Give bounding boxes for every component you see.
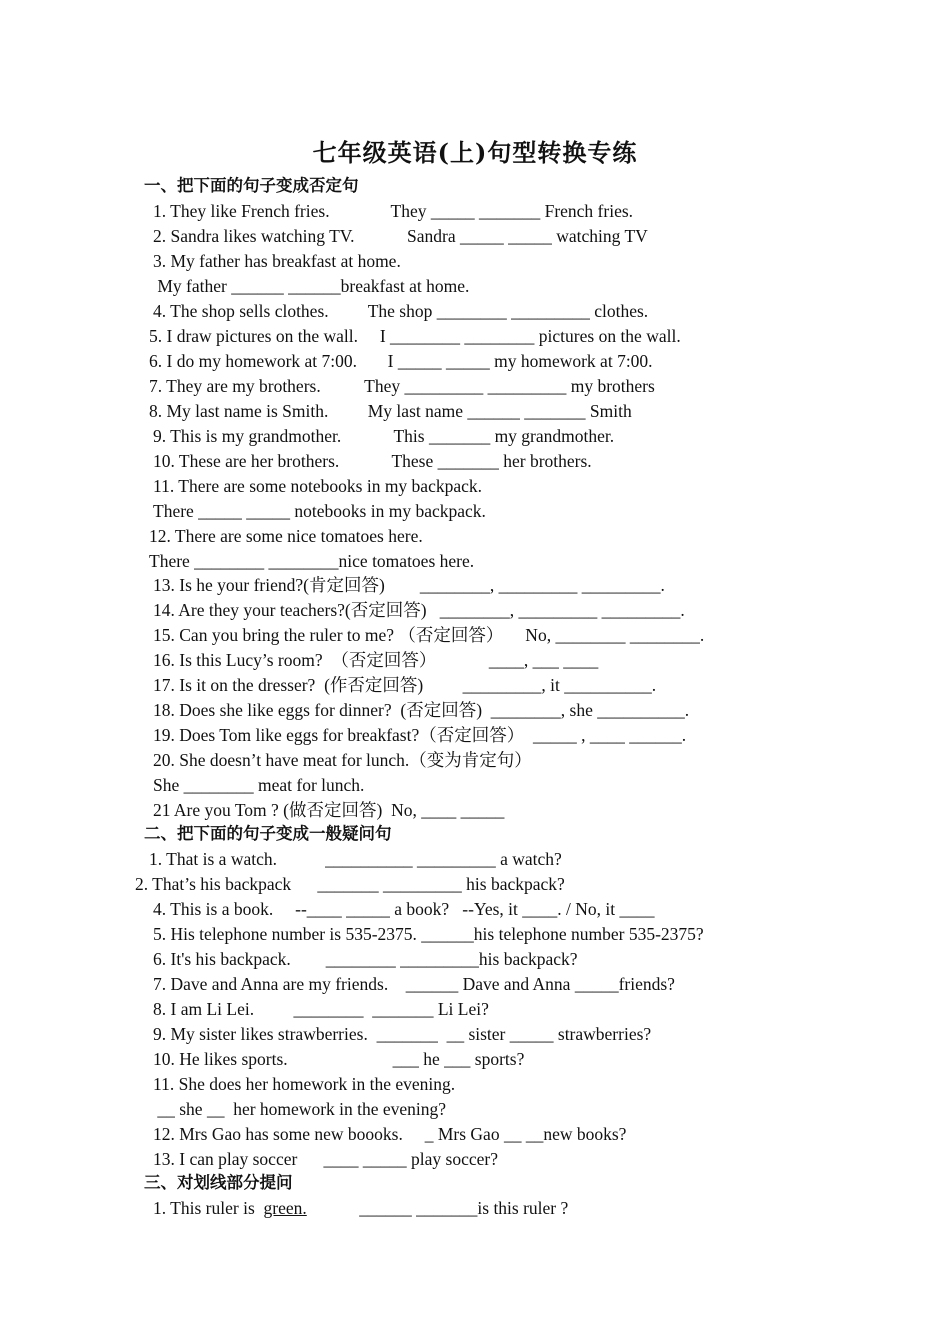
- exercise-line: 20. She doesn’t have meat for lunch.（变为肯定句）: [153, 750, 532, 770]
- exercise-line: 13. Is he your friend?(肯定回答) ________, _________ _________.: [153, 575, 665, 595]
- underlined-word: green.: [263, 1198, 307, 1218]
- exercise-line: 3. My father has breakfast at home.: [153, 251, 401, 271]
- exercise-line: 9. This is my grandmother. This _______ my grandmother.: [153, 426, 615, 446]
- exercise-line: 5. His telephone number is 535-2375. ______his telephone number 535-2375?: [153, 924, 704, 944]
- exercise-line: 13. I can play soccer ____ _____ play soccer?: [153, 1149, 499, 1169]
- exercise-line: 2. Sandra likes watching TV. Sandra _____ _____ watching TV: [153, 226, 648, 246]
- exercise-line: 11. There are some notebooks in my backpack.: [153, 476, 482, 496]
- section1-heading: 一、把下面的句子变成否定句: [144, 176, 359, 195]
- exercise-line: 2. That’s his backpack _______ _________ his backpack?: [135, 874, 565, 894]
- exercise-line: My father ______ ______breakfast at home.: [153, 276, 470, 296]
- exercise-line: 12. There are some nice tomatoes here.: [149, 526, 423, 546]
- exercise-line: 9. My sister likes strawberries. _______ __ sister _____ strawberries?: [153, 1024, 652, 1044]
- exercise-line: 21 Are you Tom ? (做否定回答) No, ____ _____: [153, 800, 505, 820]
- exercise-line: She ________ meat for lunch.: [153, 775, 365, 795]
- page-title: 七年级英语(上)句型转换专练: [312, 138, 638, 167]
- exercise-line: There ________ ________nice tomatoes here.: [149, 551, 475, 571]
- exercise-line: 4. The shop sells clothes. The shop ________ _________ clothes.: [153, 301, 649, 321]
- exercise-line: 8. My last name is Smith. My last name ______ _______ Smith: [149, 401, 632, 421]
- exercise-line: 11. She does her homework in the evening.: [153, 1074, 456, 1094]
- exercise-line: 1. That is a watch. __________ _________ a watch?: [149, 849, 562, 869]
- exercise-line: __ she __ her homework in the evening?: [153, 1099, 447, 1119]
- line-suffix: ______ _______is this ruler ?: [306, 1198, 569, 1218]
- exercise-line: 16. Is this Lucy’s room? （否定回答） ____, ___ ____: [153, 650, 599, 670]
- exercise-line: 6. I do my homework at 7:00. I _____ _____ my homework at 7:00.: [149, 351, 653, 371]
- section2-heading: 二、把下面的句子变成一般疑问句: [144, 824, 392, 843]
- exercise-line: There _____ _____ notebooks in my backpack.: [153, 501, 486, 521]
- exercise-line: 7. Dave and Anna are my friends. ______ Dave and Anna _____friends?: [153, 974, 675, 994]
- exercise-line: 8. I am Li Lei. ________ _______ Li Lei?: [153, 999, 489, 1019]
- line-prefix: 1. This ruler is: [153, 1198, 264, 1218]
- exercise-line: 15. Can you bring the ruler to me? （否定回答） No, ________ ________.: [153, 625, 705, 645]
- exercise-line: 7. They are my brothers. They _________ _________ my brothers: [149, 376, 655, 396]
- exercise-line: 14. Are they your teachers?(否定回答) ________, _________ _________.: [153, 600, 685, 620]
- section3-heading: 三、对划线部分提问: [144, 1173, 293, 1192]
- exercise-line: 17. Is it on the dresser? (作否定回答) _________, it __________.: [153, 675, 657, 695]
- exercise-line: 6. It's his backpack. ________ _________his backpack?: [153, 949, 578, 969]
- exercise-line: 12. Mrs Gao has some new boooks. _ Mrs Gao __ __new books?: [153, 1124, 627, 1144]
- exercise-line: 10. He likes sports. ___ he ___ sports?: [153, 1049, 525, 1069]
- exercise-line: 10. These are her brothers. These _______ her brothers.: [153, 451, 592, 471]
- exercise-line: [153, 1197, 568, 1219]
- exercise-line: 4. This is a book. --____ _____ a book? --Yes, it ____. / No, it ____: [153, 899, 655, 919]
- exercise-line: 19. Does Tom like eggs for breakfast?（否定回答） _____ , ____ ______.: [153, 725, 687, 745]
- exercise-line: 1. They like French fries. They _____ _______ French fries.: [153, 201, 634, 221]
- exercise-line: 18. Does she like eggs for dinner? (否定回答) ________, she __________.: [153, 700, 690, 720]
- exercise-line: 5. I draw pictures on the wall. I ________ ________ pictures on the wall.: [149, 326, 681, 346]
